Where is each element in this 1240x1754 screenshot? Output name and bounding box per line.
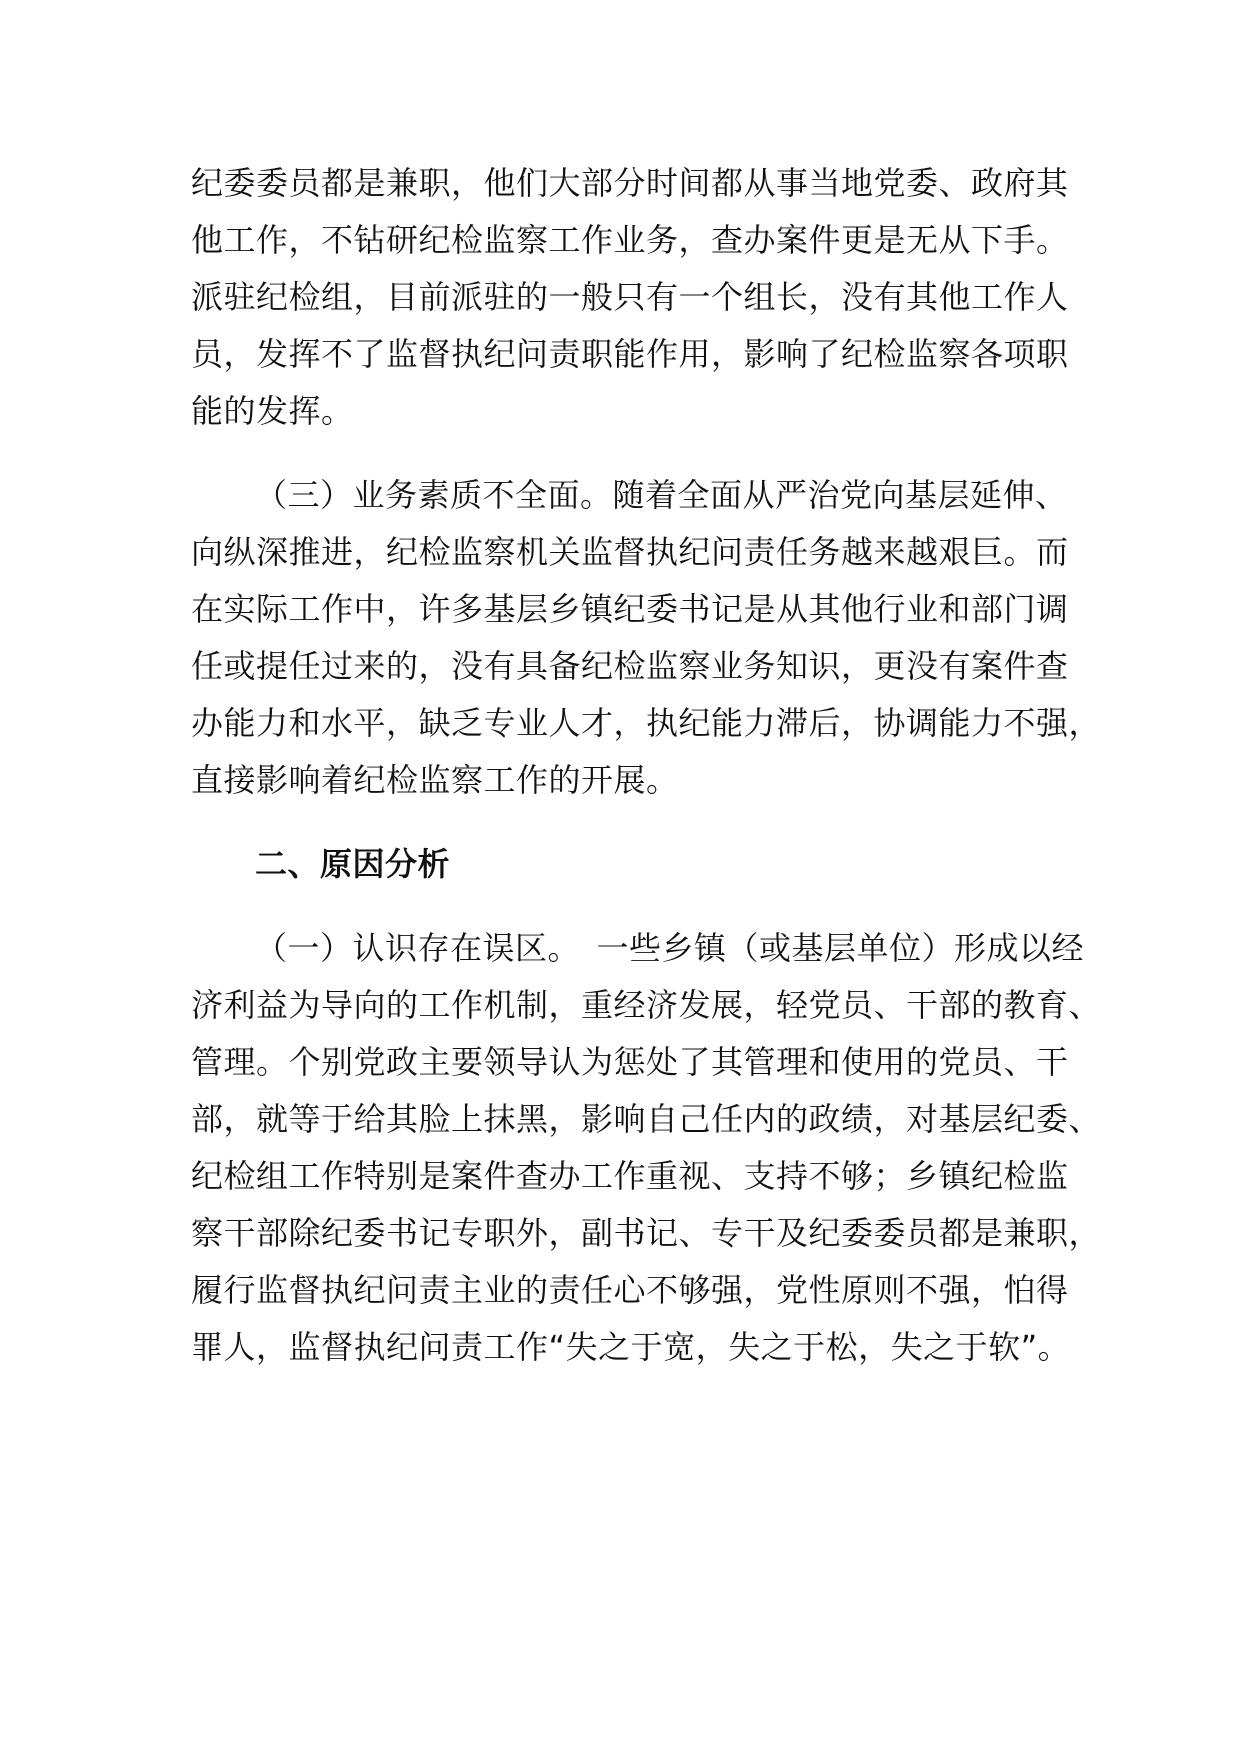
text-line: 办能力和水平，缺乏专业人才，执纪能力滞后，协调能力不强，	[191, 704, 1102, 742]
text-line: 他工作，不钻研纪检监察工作业务，查办案件更是无从下手。	[191, 221, 1069, 259]
document-body	[191, 155, 1102, 1376]
paragraph-spacer	[191, 893, 1071, 920]
heading-text: 二、原因分析	[255, 845, 451, 883]
text-line: 员，发挥不了监督执纪问责职能作用，影响了纪检监察各项职	[191, 335, 1069, 373]
text-line: 向纵深推进，纪检监察机关监督执纪问责任务越来越艰巨。而	[191, 533, 1069, 571]
text-line: 济利益为导向的工作机制，重经济发展，轻党员、干部的教育、	[191, 986, 1102, 1024]
section-heading	[191, 836, 1071, 893]
paragraph-spacer	[191, 809, 1071, 836]
text-line: 履行监督执纪问责主业的责任心不够强，党性原则不强，怕得	[191, 1271, 1069, 1309]
text-line: 在实际工作中，许多基层乡镇纪委书记是从其他行业和部门调	[191, 590, 1069, 628]
text-line: 任或提任过来的，没有具备纪检监察业务知识，更没有案件查	[191, 647, 1069, 685]
text-line: 纪委委员都是兼职，他们大部分时间都从事当地党委、政府其	[191, 164, 1069, 202]
text-line: 能的发挥。	[191, 392, 354, 430]
text-line-first: （三）业务素质不全面。随着全面从严治党向基层延伸、	[255, 476, 1068, 514]
text-line: 派驻纪检组，目前派驻的一般只有一个组长，没有其他工作人	[191, 278, 1069, 316]
text-line: 罪人，监督执纪问责工作“失之于宽，失之于松，失之于软”。	[191, 1328, 1071, 1366]
paragraph-spacer	[191, 440, 1071, 467]
paragraph-continuation	[191, 155, 1071, 440]
paragraph-misconception	[191, 920, 1102, 1376]
text-line: 察干部除纪委书记专职外，副书记、专干及纪委委员都是兼职，	[191, 1214, 1102, 1252]
text-line: 纪检组工作特别是案件查办工作重视、支持不够；乡镇纪检监	[191, 1157, 1069, 1195]
text-line: 部，就等于给其脸上抹黑，影响自己任内的政绩，对基层纪委、	[191, 1100, 1102, 1138]
paragraph-business-quality	[191, 467, 1102, 809]
text-line: 直接影响着纪检监察工作的开展。	[191, 761, 679, 799]
text-line: 管理。个别党政主要领导认为惩处了其管理和使用的党员、干	[191, 1043, 1069, 1081]
text-line-first: （一）认识存在误区。 一些乡镇（或基层单位）形成以经	[255, 929, 1085, 967]
